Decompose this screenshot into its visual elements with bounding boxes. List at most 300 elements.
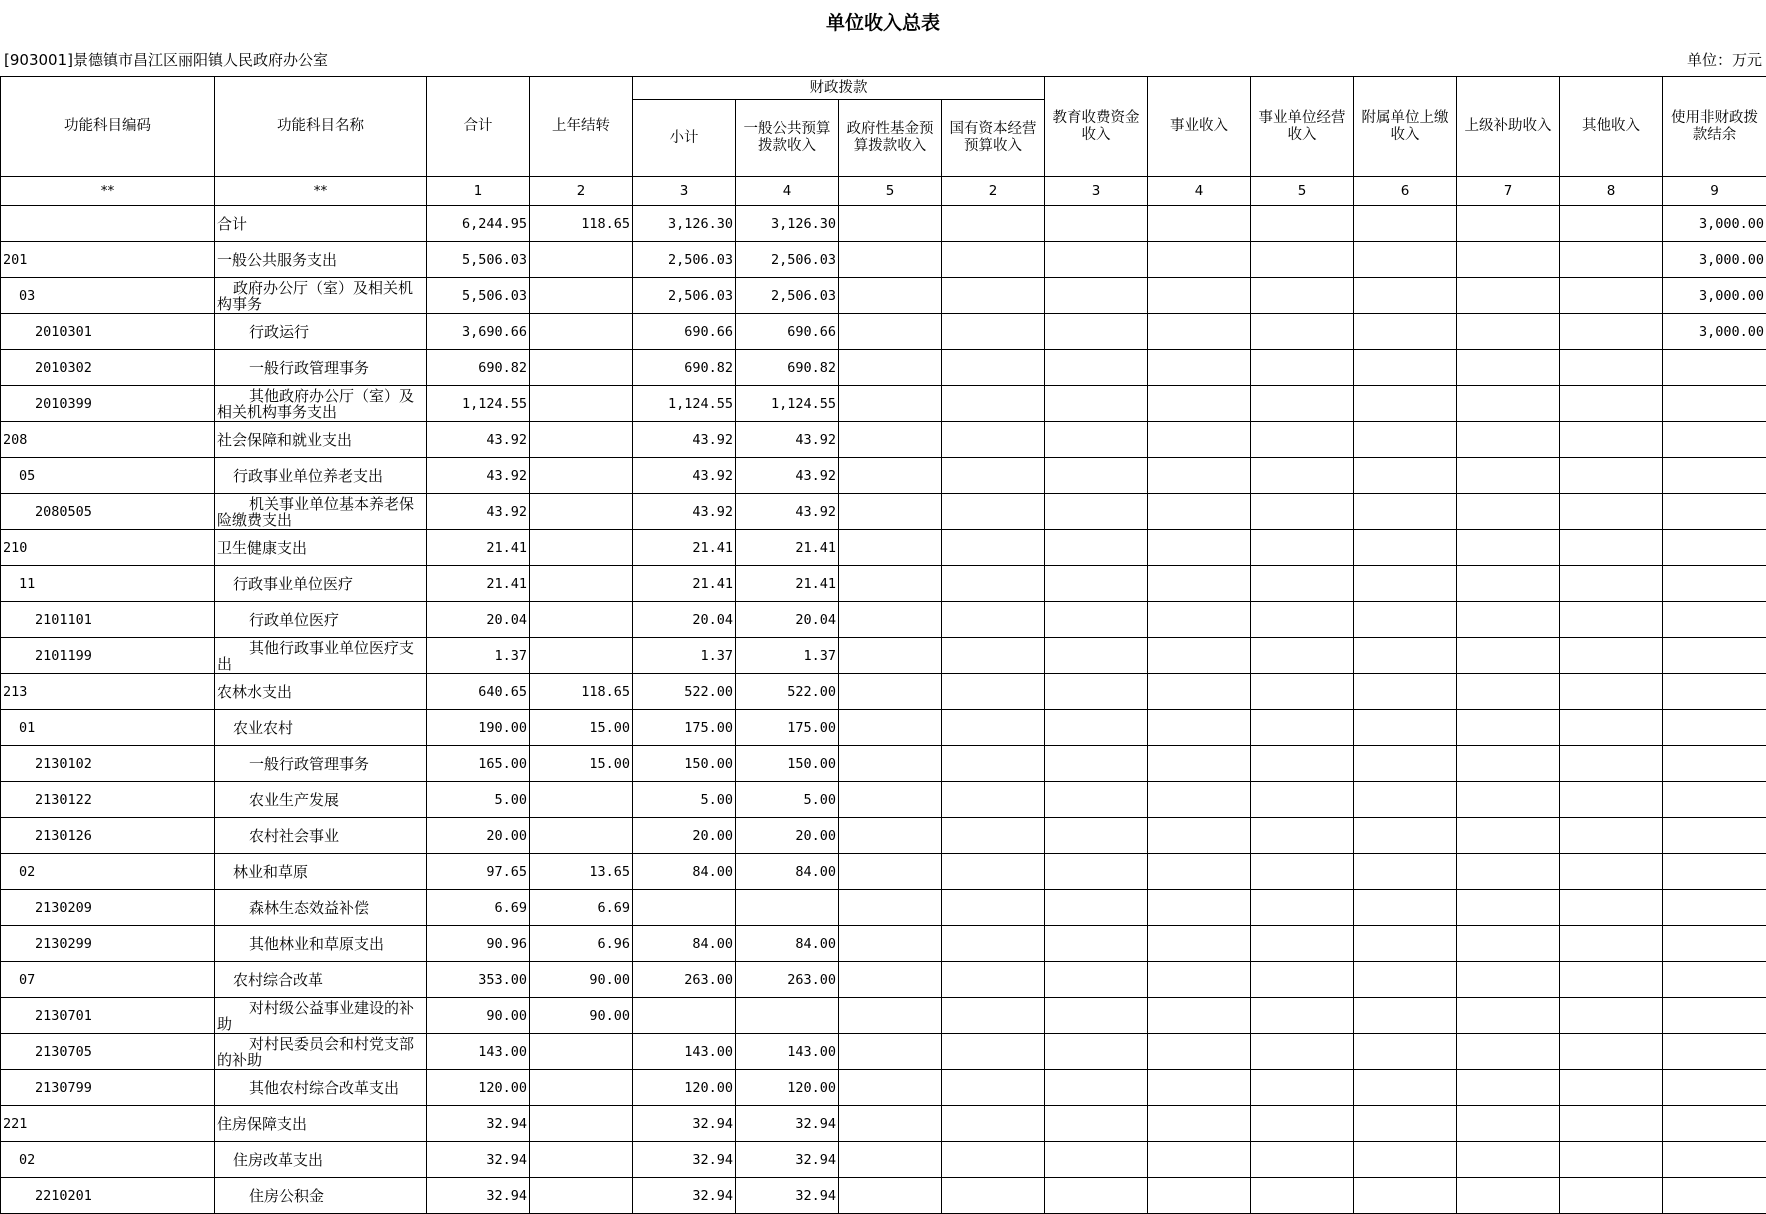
- amount-cell: [1045, 674, 1148, 710]
- column-index-cell: 4: [736, 177, 839, 206]
- amount-cell: [1251, 206, 1354, 242]
- subject-code-cell: 221: [1, 1106, 215, 1142]
- subject-code-cell: 02: [1, 1142, 215, 1178]
- amount-cell: [942, 422, 1045, 458]
- amount-cell: [1148, 998, 1251, 1034]
- amount-cell: 21.41: [633, 566, 736, 602]
- subject-name-cell: 农村社会事业: [215, 818, 427, 854]
- amount-cell: [1045, 494, 1148, 530]
- amount-cell: [1045, 854, 1148, 890]
- amount-cell: [839, 206, 942, 242]
- subject-code-cell: 02: [1, 854, 215, 890]
- column-index-cell: 1: [427, 177, 530, 206]
- header-operating-income: 事业单位经营收入: [1251, 77, 1354, 177]
- amount-cell: [530, 350, 633, 386]
- amount-cell: 165.00: [427, 746, 530, 782]
- amount-cell: 43.92: [427, 422, 530, 458]
- subject-name-cell: 其他行政事业单位医疗支出: [215, 638, 427, 674]
- amount-cell: [1457, 242, 1560, 278]
- subject-name-cell: 一般行政管理事务: [215, 746, 427, 782]
- header-general-budget: 一般公共预算拨款收入: [736, 100, 839, 177]
- amount-cell: [1045, 890, 1148, 926]
- amount-cell: [1354, 638, 1457, 674]
- amount-cell: [1148, 674, 1251, 710]
- amount-cell: [1354, 278, 1457, 314]
- amount-cell: [1457, 926, 1560, 962]
- amount-cell: [1457, 206, 1560, 242]
- table-row: [1, 386, 1766, 422]
- amount-cell: 90.00: [530, 962, 633, 998]
- amount-cell: 32.94: [427, 1142, 530, 1178]
- subject-name-cell: 社会保障和就业支出: [215, 422, 427, 458]
- subject-name-cell: 住房改革支出: [215, 1142, 427, 1178]
- subject-code-cell: 213: [1, 674, 215, 710]
- amount-cell: [1560, 1178, 1663, 1214]
- amount-cell: [1663, 1106, 1766, 1142]
- amount-cell: [1354, 890, 1457, 926]
- amount-cell: 43.92: [736, 422, 839, 458]
- amount-cell: [1148, 494, 1251, 530]
- amount-cell: [942, 1070, 1045, 1106]
- amount-cell: [839, 350, 942, 386]
- amount-cell: [942, 1034, 1045, 1070]
- header-affiliated-income: 附属单位上缴收入: [1354, 77, 1457, 177]
- amount-cell: [1457, 1106, 1560, 1142]
- table-row: [1, 1178, 1766, 1214]
- amount-cell: [530, 422, 633, 458]
- amount-cell: 143.00: [633, 1034, 736, 1070]
- amount-cell: [839, 1070, 942, 1106]
- amount-cell: [839, 314, 942, 350]
- amount-cell: [1251, 710, 1354, 746]
- subject-code-cell: 07: [1, 962, 215, 998]
- amount-cell: [839, 890, 942, 926]
- amount-cell: [942, 818, 1045, 854]
- amount-cell: 120.00: [736, 1070, 839, 1106]
- amount-cell: [839, 998, 942, 1034]
- amount-cell: [1148, 962, 1251, 998]
- table-row: [1, 566, 1766, 602]
- amount-cell: 13.65: [530, 854, 633, 890]
- amount-cell: [1354, 962, 1457, 998]
- amount-cell: [1045, 1070, 1148, 1106]
- amount-cell: 3,690.66: [427, 314, 530, 350]
- amount-cell: [942, 782, 1045, 818]
- amount-cell: [1045, 1178, 1148, 1214]
- column-index-cell: **: [1, 177, 215, 206]
- header-other-income: 其他收入: [1560, 77, 1663, 177]
- amount-cell: [1251, 1142, 1354, 1178]
- amount-cell: 3,000.00: [1663, 206, 1766, 242]
- amount-cell: [1560, 854, 1663, 890]
- amount-cell: [1251, 1106, 1354, 1142]
- amount-cell: [1354, 494, 1457, 530]
- amount-cell: [736, 890, 839, 926]
- amount-cell: [942, 1142, 1045, 1178]
- amount-cell: [1354, 926, 1457, 962]
- amount-cell: [1045, 350, 1148, 386]
- amount-cell: [942, 602, 1045, 638]
- amount-cell: [942, 890, 1045, 926]
- amount-cell: [839, 602, 942, 638]
- amount-cell: 32.94: [736, 1106, 839, 1142]
- subject-code-cell: 2130799: [1, 1070, 215, 1106]
- amount-cell: 143.00: [736, 1034, 839, 1070]
- amount-cell: [1663, 1178, 1766, 1214]
- income-summary-table: [0, 76, 1766, 1214]
- amount-cell: [1354, 314, 1457, 350]
- amount-cell: [1457, 1034, 1560, 1070]
- amount-cell: 20.00: [427, 818, 530, 854]
- amount-cell: [839, 458, 942, 494]
- subject-name-cell: 农林水支出: [215, 674, 427, 710]
- amount-cell: [530, 314, 633, 350]
- amount-cell: [1148, 818, 1251, 854]
- table-row: [1, 206, 1766, 242]
- subject-name-cell: 机关事业单位基本养老保险缴费支出: [215, 494, 427, 530]
- amount-cell: 2,506.03: [633, 278, 736, 314]
- amount-cell: [1148, 314, 1251, 350]
- amount-cell: [1663, 1034, 1766, 1070]
- amount-cell: [1457, 386, 1560, 422]
- amount-cell: [1457, 1178, 1560, 1214]
- amount-cell: [839, 242, 942, 278]
- amount-cell: [1560, 962, 1663, 998]
- amount-cell: [530, 278, 633, 314]
- table-row: [1, 242, 1766, 278]
- amount-cell: [839, 1106, 942, 1142]
- amount-cell: [1663, 602, 1766, 638]
- amount-cell: [1148, 530, 1251, 566]
- subject-code-cell: 2080505: [1, 494, 215, 530]
- amount-cell: [1560, 782, 1663, 818]
- amount-cell: [942, 1106, 1045, 1142]
- amount-cell: [530, 1070, 633, 1106]
- amount-cell: 43.92: [736, 458, 839, 494]
- subject-name-cell: 其他农村综合改革支出: [215, 1070, 427, 1106]
- amount-cell: [1663, 386, 1766, 422]
- subject-code-cell: 03: [1, 278, 215, 314]
- amount-cell: [1045, 314, 1148, 350]
- amount-cell: [1045, 638, 1148, 674]
- amount-cell: [1045, 710, 1148, 746]
- amount-cell: [839, 710, 942, 746]
- subject-name-cell: 一般行政管理事务: [215, 350, 427, 386]
- amount-cell: 32.94: [633, 1142, 736, 1178]
- amount-cell: 21.41: [736, 566, 839, 602]
- amount-cell: [1045, 422, 1148, 458]
- column-index-cell: 4: [1148, 177, 1251, 206]
- amount-cell: 6.69: [427, 890, 530, 926]
- amount-cell: [1457, 1142, 1560, 1178]
- subject-name-cell: 行政单位医疗: [215, 602, 427, 638]
- subject-name-cell: 卫生健康支出: [215, 530, 427, 566]
- column-index-row: [1, 177, 1766, 206]
- amount-cell: [1045, 1106, 1148, 1142]
- amount-cell: [839, 818, 942, 854]
- amount-cell: 5.00: [427, 782, 530, 818]
- subject-name-cell: 政府办公厅（室）及相关机构事务: [215, 278, 427, 314]
- amount-cell: 118.65: [530, 206, 633, 242]
- amount-cell: 20.04: [736, 602, 839, 638]
- header-carryover: 上年结转: [530, 77, 633, 177]
- amount-cell: [1560, 926, 1663, 962]
- amount-cell: [1663, 1070, 1766, 1106]
- column-index-cell: 6: [1354, 177, 1457, 206]
- column-index-cell: 3: [633, 177, 736, 206]
- column-index-cell: **: [215, 177, 427, 206]
- amount-cell: [1560, 242, 1663, 278]
- amount-cell: 6,244.95: [427, 206, 530, 242]
- amount-cell: 15.00: [530, 710, 633, 746]
- amount-cell: [1457, 314, 1560, 350]
- amount-cell: 20.00: [633, 818, 736, 854]
- amount-cell: 522.00: [633, 674, 736, 710]
- subject-name-cell: 对村级公益事业建设的补助: [215, 998, 427, 1034]
- column-index-cell: 3: [1045, 177, 1148, 206]
- amount-cell: [839, 638, 942, 674]
- amount-cell: [1457, 602, 1560, 638]
- table-row: [1, 1034, 1766, 1070]
- amount-cell: [1457, 962, 1560, 998]
- amount-cell: [1663, 350, 1766, 386]
- amount-cell: [1457, 458, 1560, 494]
- subject-name-cell: 林业和草原: [215, 854, 427, 890]
- amount-cell: [1457, 1070, 1560, 1106]
- amount-cell: [839, 494, 942, 530]
- amount-cell: [839, 530, 942, 566]
- amount-cell: [1045, 530, 1148, 566]
- amount-cell: 43.92: [633, 494, 736, 530]
- amount-cell: [530, 602, 633, 638]
- column-index-cell: 9: [1663, 177, 1766, 206]
- amount-cell: 5,506.03: [427, 278, 530, 314]
- amount-cell: [1457, 818, 1560, 854]
- amount-cell: [1251, 422, 1354, 458]
- subject-code-cell: 2010399: [1, 386, 215, 422]
- table-row: [1, 890, 1766, 926]
- amount-cell: [1251, 242, 1354, 278]
- subject-code-cell: 2130122: [1, 782, 215, 818]
- amount-cell: [1045, 962, 1148, 998]
- amount-cell: [1457, 782, 1560, 818]
- amount-cell: 15.00: [530, 746, 633, 782]
- amount-cell: [1560, 494, 1663, 530]
- amount-cell: [1560, 638, 1663, 674]
- amount-cell: 43.92: [633, 422, 736, 458]
- amount-cell: [530, 1142, 633, 1178]
- amount-cell: [1148, 422, 1251, 458]
- amount-cell: [839, 962, 942, 998]
- amount-cell: [530, 1034, 633, 1070]
- header-fiscal-group: 财政拨款: [633, 77, 1045, 100]
- amount-cell: [1663, 638, 1766, 674]
- subject-code-cell: 210: [1, 530, 215, 566]
- amount-cell: 2,506.03: [633, 242, 736, 278]
- amount-cell: [1457, 494, 1560, 530]
- amount-cell: [1560, 710, 1663, 746]
- subject-name-cell: 森林生态效益补偿: [215, 890, 427, 926]
- amount-cell: [942, 566, 1045, 602]
- amount-cell: [1148, 638, 1251, 674]
- amount-cell: [1251, 1178, 1354, 1214]
- amount-cell: [530, 1178, 633, 1214]
- table-row: [1, 602, 1766, 638]
- subject-name-cell: 行政事业单位医疗: [215, 566, 427, 602]
- amount-cell: 1.37: [736, 638, 839, 674]
- amount-cell: [1251, 782, 1354, 818]
- amount-cell: [1560, 314, 1663, 350]
- amount-cell: [1457, 530, 1560, 566]
- amount-cell: [1148, 710, 1251, 746]
- subject-code-cell: 2010302: [1, 350, 215, 386]
- amount-cell: 150.00: [736, 746, 839, 782]
- amount-cell: [1045, 926, 1148, 962]
- amount-cell: [942, 926, 1045, 962]
- unit-name: [903001]景德镇市昌江区丽阳镇人民政府办公室: [4, 51, 328, 69]
- amount-cell: [1560, 530, 1663, 566]
- amount-cell: [1148, 746, 1251, 782]
- amount-cell: 3,126.30: [736, 206, 839, 242]
- amount-cell: 43.92: [427, 494, 530, 530]
- amount-cell: [1148, 1034, 1251, 1070]
- subject-code-cell: 2010301: [1, 314, 215, 350]
- amount-cell: [1354, 1034, 1457, 1070]
- amount-cell: [1560, 602, 1663, 638]
- subject-code-cell: 2130102: [1, 746, 215, 782]
- amount-cell: [839, 386, 942, 422]
- amount-cell: [1560, 350, 1663, 386]
- amount-cell: [1560, 386, 1663, 422]
- subject-name-cell: 合计: [215, 206, 427, 242]
- subject-code-cell: 2130705: [1, 1034, 215, 1070]
- amount-cell: 84.00: [736, 926, 839, 962]
- amount-cell: [942, 746, 1045, 782]
- amount-cell: [1148, 1142, 1251, 1178]
- amount-cell: 32.94: [736, 1142, 839, 1178]
- amount-cell: [942, 854, 1045, 890]
- amount-cell: [1663, 998, 1766, 1034]
- page-title: 单位收入总表: [825, 12, 940, 34]
- amount-cell: [1663, 818, 1766, 854]
- amount-cell: [839, 1142, 942, 1178]
- subject-code-cell: 2130701: [1, 998, 215, 1034]
- amount-cell: [1457, 998, 1560, 1034]
- amount-cell: [1354, 242, 1457, 278]
- amount-cell: [1148, 854, 1251, 890]
- amount-cell: [1354, 1106, 1457, 1142]
- subject-name-cell: 住房公积金: [215, 1178, 427, 1214]
- amount-cell: [839, 566, 942, 602]
- amount-cell: [1045, 566, 1148, 602]
- amount-cell: 21.41: [633, 530, 736, 566]
- amount-cell: 3,000.00: [1663, 242, 1766, 278]
- subject-name-cell: 其他政府办公厅（室）及相关机构事务支出: [215, 386, 427, 422]
- table-row: [1, 1106, 1766, 1142]
- amount-cell: [1560, 278, 1663, 314]
- amount-cell: [1663, 710, 1766, 746]
- amount-cell: [1354, 1070, 1457, 1106]
- amount-cell: 2,506.03: [736, 242, 839, 278]
- subject-code-cell: 05: [1, 458, 215, 494]
- amount-cell: [1457, 422, 1560, 458]
- amount-cell: 353.00: [427, 962, 530, 998]
- amount-cell: 3,000.00: [1663, 278, 1766, 314]
- amount-cell: [1663, 854, 1766, 890]
- subject-code-cell: 2101199: [1, 638, 215, 674]
- amount-cell: [1148, 890, 1251, 926]
- amount-cell: [1251, 890, 1354, 926]
- amount-cell: [1663, 890, 1766, 926]
- currency-unit-label: 单位：万元: [1686, 51, 1762, 69]
- subject-code-cell: 11: [1, 566, 215, 602]
- subject-code-cell: 2130126: [1, 818, 215, 854]
- amount-cell: [1354, 710, 1457, 746]
- table-row: [1, 458, 1766, 494]
- amount-cell: [1148, 1070, 1251, 1106]
- amount-cell: [1560, 1070, 1663, 1106]
- amount-cell: [1251, 278, 1354, 314]
- amount-cell: [1251, 314, 1354, 350]
- amount-cell: 21.41: [427, 566, 530, 602]
- amount-cell: [1045, 818, 1148, 854]
- amount-cell: [1663, 494, 1766, 530]
- amount-cell: [1663, 782, 1766, 818]
- amount-cell: 120.00: [427, 1070, 530, 1106]
- subject-name-cell: 农村综合改革: [215, 962, 427, 998]
- amount-cell: [942, 242, 1045, 278]
- column-index-cell: 5: [839, 177, 942, 206]
- amount-cell: [530, 458, 633, 494]
- amount-cell: [1354, 206, 1457, 242]
- amount-cell: 20.00: [736, 818, 839, 854]
- header-business-income: 事业收入: [1148, 77, 1251, 177]
- header-state-capital: 国有资本经营预算收入: [942, 100, 1045, 177]
- amount-cell: 21.41: [736, 530, 839, 566]
- amount-cell: [1560, 422, 1663, 458]
- table-row: [1, 782, 1766, 818]
- amount-cell: [1354, 530, 1457, 566]
- amount-cell: 263.00: [736, 962, 839, 998]
- subject-name-cell: 行政运行: [215, 314, 427, 350]
- amount-cell: 5,506.03: [427, 242, 530, 278]
- amount-cell: [1354, 746, 1457, 782]
- amount-cell: [942, 206, 1045, 242]
- amount-cell: [1560, 566, 1663, 602]
- header-non-fiscal-balance: 使用非财政拨款结余: [1663, 77, 1766, 177]
- amount-cell: [942, 530, 1045, 566]
- table-row: [1, 638, 1766, 674]
- amount-cell: [1457, 278, 1560, 314]
- amount-cell: [1457, 890, 1560, 926]
- amount-cell: 1.37: [427, 638, 530, 674]
- amount-cell: [1663, 962, 1766, 998]
- table-row: [1, 1142, 1766, 1178]
- column-index-cell: 8: [1560, 177, 1663, 206]
- amount-cell: [942, 638, 1045, 674]
- amount-cell: 84.00: [633, 854, 736, 890]
- amount-cell: [633, 890, 736, 926]
- table-row: [1, 1070, 1766, 1106]
- amount-cell: 175.00: [736, 710, 839, 746]
- amount-cell: [1251, 926, 1354, 962]
- column-index-cell: 7: [1457, 177, 1560, 206]
- amount-cell: [1045, 782, 1148, 818]
- header-education-fee: 教育收费资金收入: [1045, 77, 1148, 177]
- amount-cell: [839, 854, 942, 890]
- amount-cell: [1148, 386, 1251, 422]
- subject-code-cell: 2130299: [1, 926, 215, 962]
